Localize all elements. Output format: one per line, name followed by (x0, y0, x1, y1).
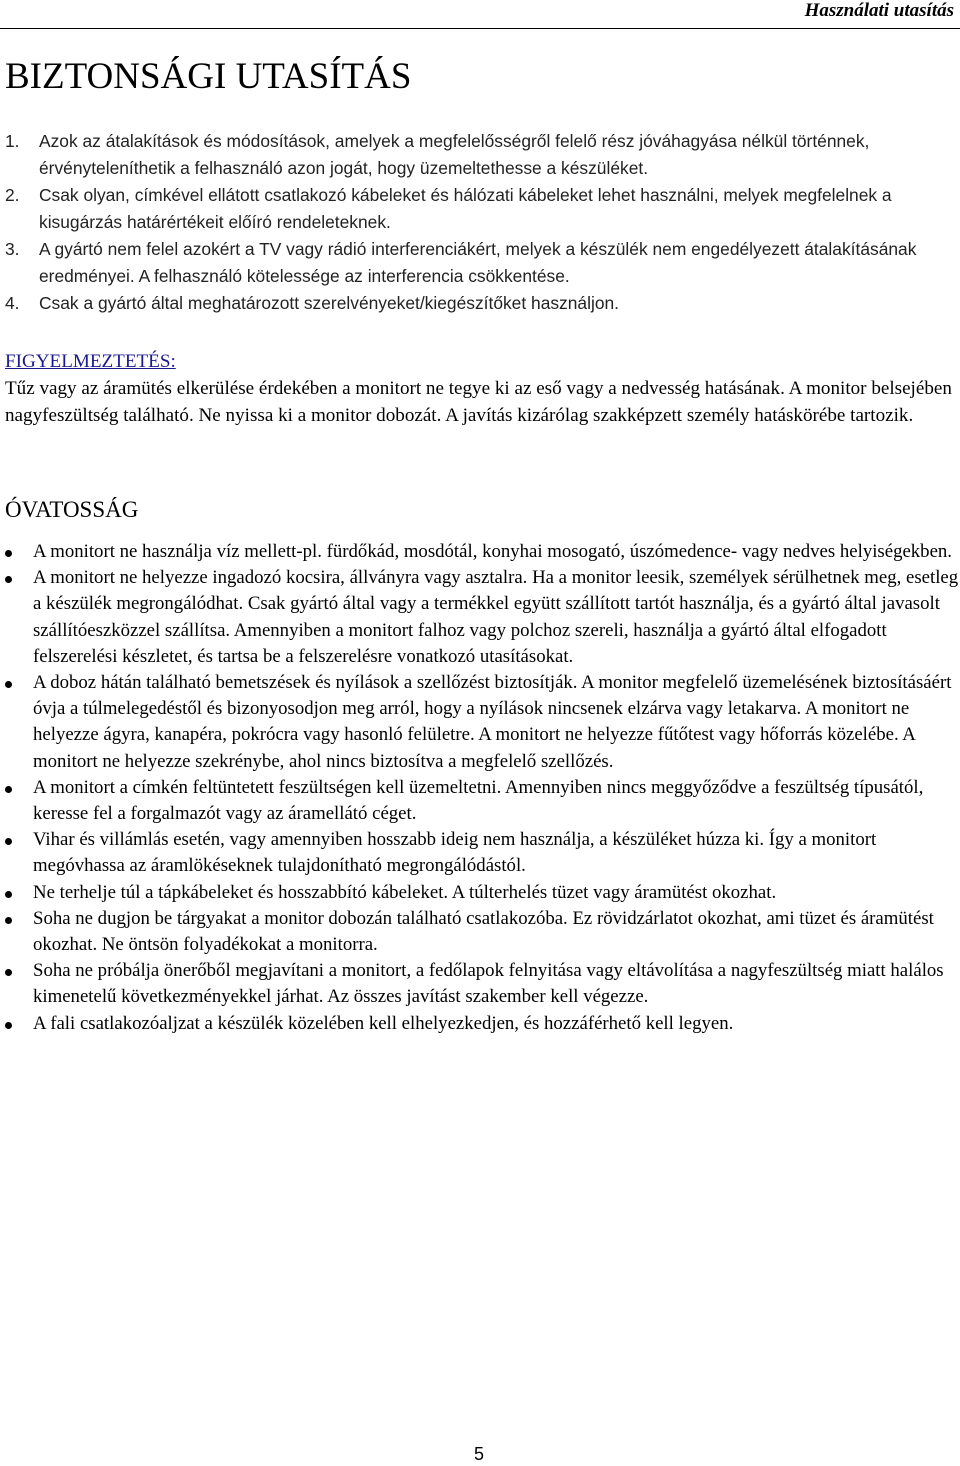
header-title: Használati utasítás (804, 0, 954, 21)
bullet-icon (5, 681, 12, 688)
caution-item (5, 906, 960, 958)
numbered-list (5, 128, 955, 317)
bullet-icon (5, 969, 12, 976)
numbered-item (5, 182, 955, 236)
caution-item (5, 958, 960, 1010)
bullet-icon (5, 838, 12, 845)
page-number: 5 (474, 1444, 485, 1464)
warning-body: Tűz vagy az áramütés elkerülése érdekében a monitort ne tegye ki az eső vagy a nedvesség hatásának. A monitor belsejében nagyfeszültség található. Ne nyissa ki a monitor dobozát. A javítás kizárólag szakképzett személy hatáskörébe tartozik. (5, 378, 952, 426)
item-text: Azok az átalakítások és módosítások, amelyek a megfelelősségről felelő rész jóváhagyása nélkül történnek, érvényteleníthetik a felhasználó azon jogát, hogy üzemeltethesse a készüléket. (39, 131, 870, 178)
caution-list (5, 539, 960, 1037)
caution-item (5, 880, 960, 906)
caution-item-text: A monitort a címkén feltüntetett feszültségen kell üzemeltetni. Amennyiben nincs meggyőződve a feszültség típusától, keresse fel a forgalmazót vagy az áramellátó céget. (33, 776, 924, 825)
caution-item-text: Vihar és villámlás esetén, vagy amennyiben hosszabb ideig nem használja, a készüléket húzza ki. Így a monitort megóvhassa az áramlökéseknek tulajdonítható megrongálódástól. (33, 829, 877, 877)
caution-item-text: A doboz hátán található bemetszések és nyílások a szellőzést biztosítják. A monitor megfelelő üzemelésének biztosításáért óvja a túlmelegedéstől és bizonyosodjon meg arról, hogy a nyílások nincsenek elzárva vagy letakarva. A monitort ne helyezze ágyra, kanapéra, pokrócra vagy hasonló felületre. A monitort ne helyezze fűtőtest vagy hőforrás közelébe. A monitort ne helyezze szekrénybe, ahol nincs biztosítva a megfelelő szellőzés. (33, 672, 952, 772)
item-number: 1. (5, 131, 20, 151)
caution-item (5, 539, 960, 565)
caution-item (5, 670, 960, 775)
caution-item-text: Ne terhelje túl a tápkábeleket és hosszabbító kábeleket. A túlterhelés tüzet vagy áramütést okozhat. (33, 881, 777, 903)
caution-title: ÓVATOSSÁG (5, 497, 139, 522)
bullet-icon (5, 550, 12, 557)
header-rule (0, 28, 960, 29)
item-number: 4. (5, 293, 20, 313)
bullet-icon (5, 1022, 12, 1029)
item-text: A gyártó nem felel azokért a TV vagy rádió interferenciákért, melyek a készülék nem engedélyezett átalakításának eredményei. A felhasználó kötelessége az interferencia csökkentése. (39, 239, 917, 286)
caution-item-text: A fali csatlakozóaljzat a készülék közelében kell elhelyezkedjen, és hozzáférhető kell legyen. (33, 1012, 734, 1034)
caution-item (5, 827, 960, 879)
caution-item (5, 565, 960, 670)
bullet-icon (5, 576, 12, 583)
page-title: BIZTONSÁGI UTASÍTÁS (5, 56, 412, 97)
item-number: 2. (5, 185, 20, 205)
numbered-item (5, 290, 955, 317)
caution-item-text: A monitort ne használja víz mellett-pl. fürdőkád, mosdótál, konyhai mosogató, úszómedence- vagy nedves helyiségekben. (33, 541, 952, 562)
numbered-item (5, 236, 955, 290)
bullet-icon (5, 891, 12, 898)
caution-item (5, 1011, 960, 1037)
warning-title: FIGYELMEZTETÉS: (5, 351, 176, 372)
item-text: Csak a gyártó által meghatározott szerelvényeket/kiegészítőket használjon. (39, 293, 619, 313)
caution-item-text: Soha ne próbálja önerőből megjavítani a monitort, a fedőlapok felnyitása vagy eltávolítása a nagyfeszültség miatt halálos kimenetelű következményekkel járhat. Az összes javítást szakember kell végezze. (33, 960, 944, 1008)
item-text: Csak olyan, címkével ellátott csatlakozó kábeleket és hálózati kábeleket lehet használni, melyek megfelelnek a kisugárzás határértékeit előíró rendeleteknek. (39, 185, 892, 232)
caution-item-text: Soha ne dugjon be tárgyakat a monitor dobozán található csatlakozóba. Ez rövidzárlatot okozhat, ami tüzet és áramütést okozhat. Ne öntsön folyadékokat a monitorra. (33, 907, 934, 956)
caution-item (5, 775, 960, 827)
bullet-icon (5, 786, 12, 793)
caution-item-text: A monitort ne helyezze ingadozó kocsira, állványra vagy asztalra. Ha a monitor leesik, személyek sérülhetnek meg, esetleg a készülék megrongálódhat. Csak gyártó által vagy a termékkel együtt szállított tartót használja, és a gyártó által javasolt szállítóeszközzel szállítsa. Amennyiben a monitort falhoz vagy polchoz szereli, használja a gyártó által elfogadott felszerelési készletet, és tartsa be a felszerelésre vonatkozó utasításokat. (33, 567, 959, 667)
warning-section (5, 348, 960, 429)
numbered-item (5, 128, 955, 182)
bullet-icon (5, 917, 12, 924)
item-number: 3. (5, 239, 20, 259)
